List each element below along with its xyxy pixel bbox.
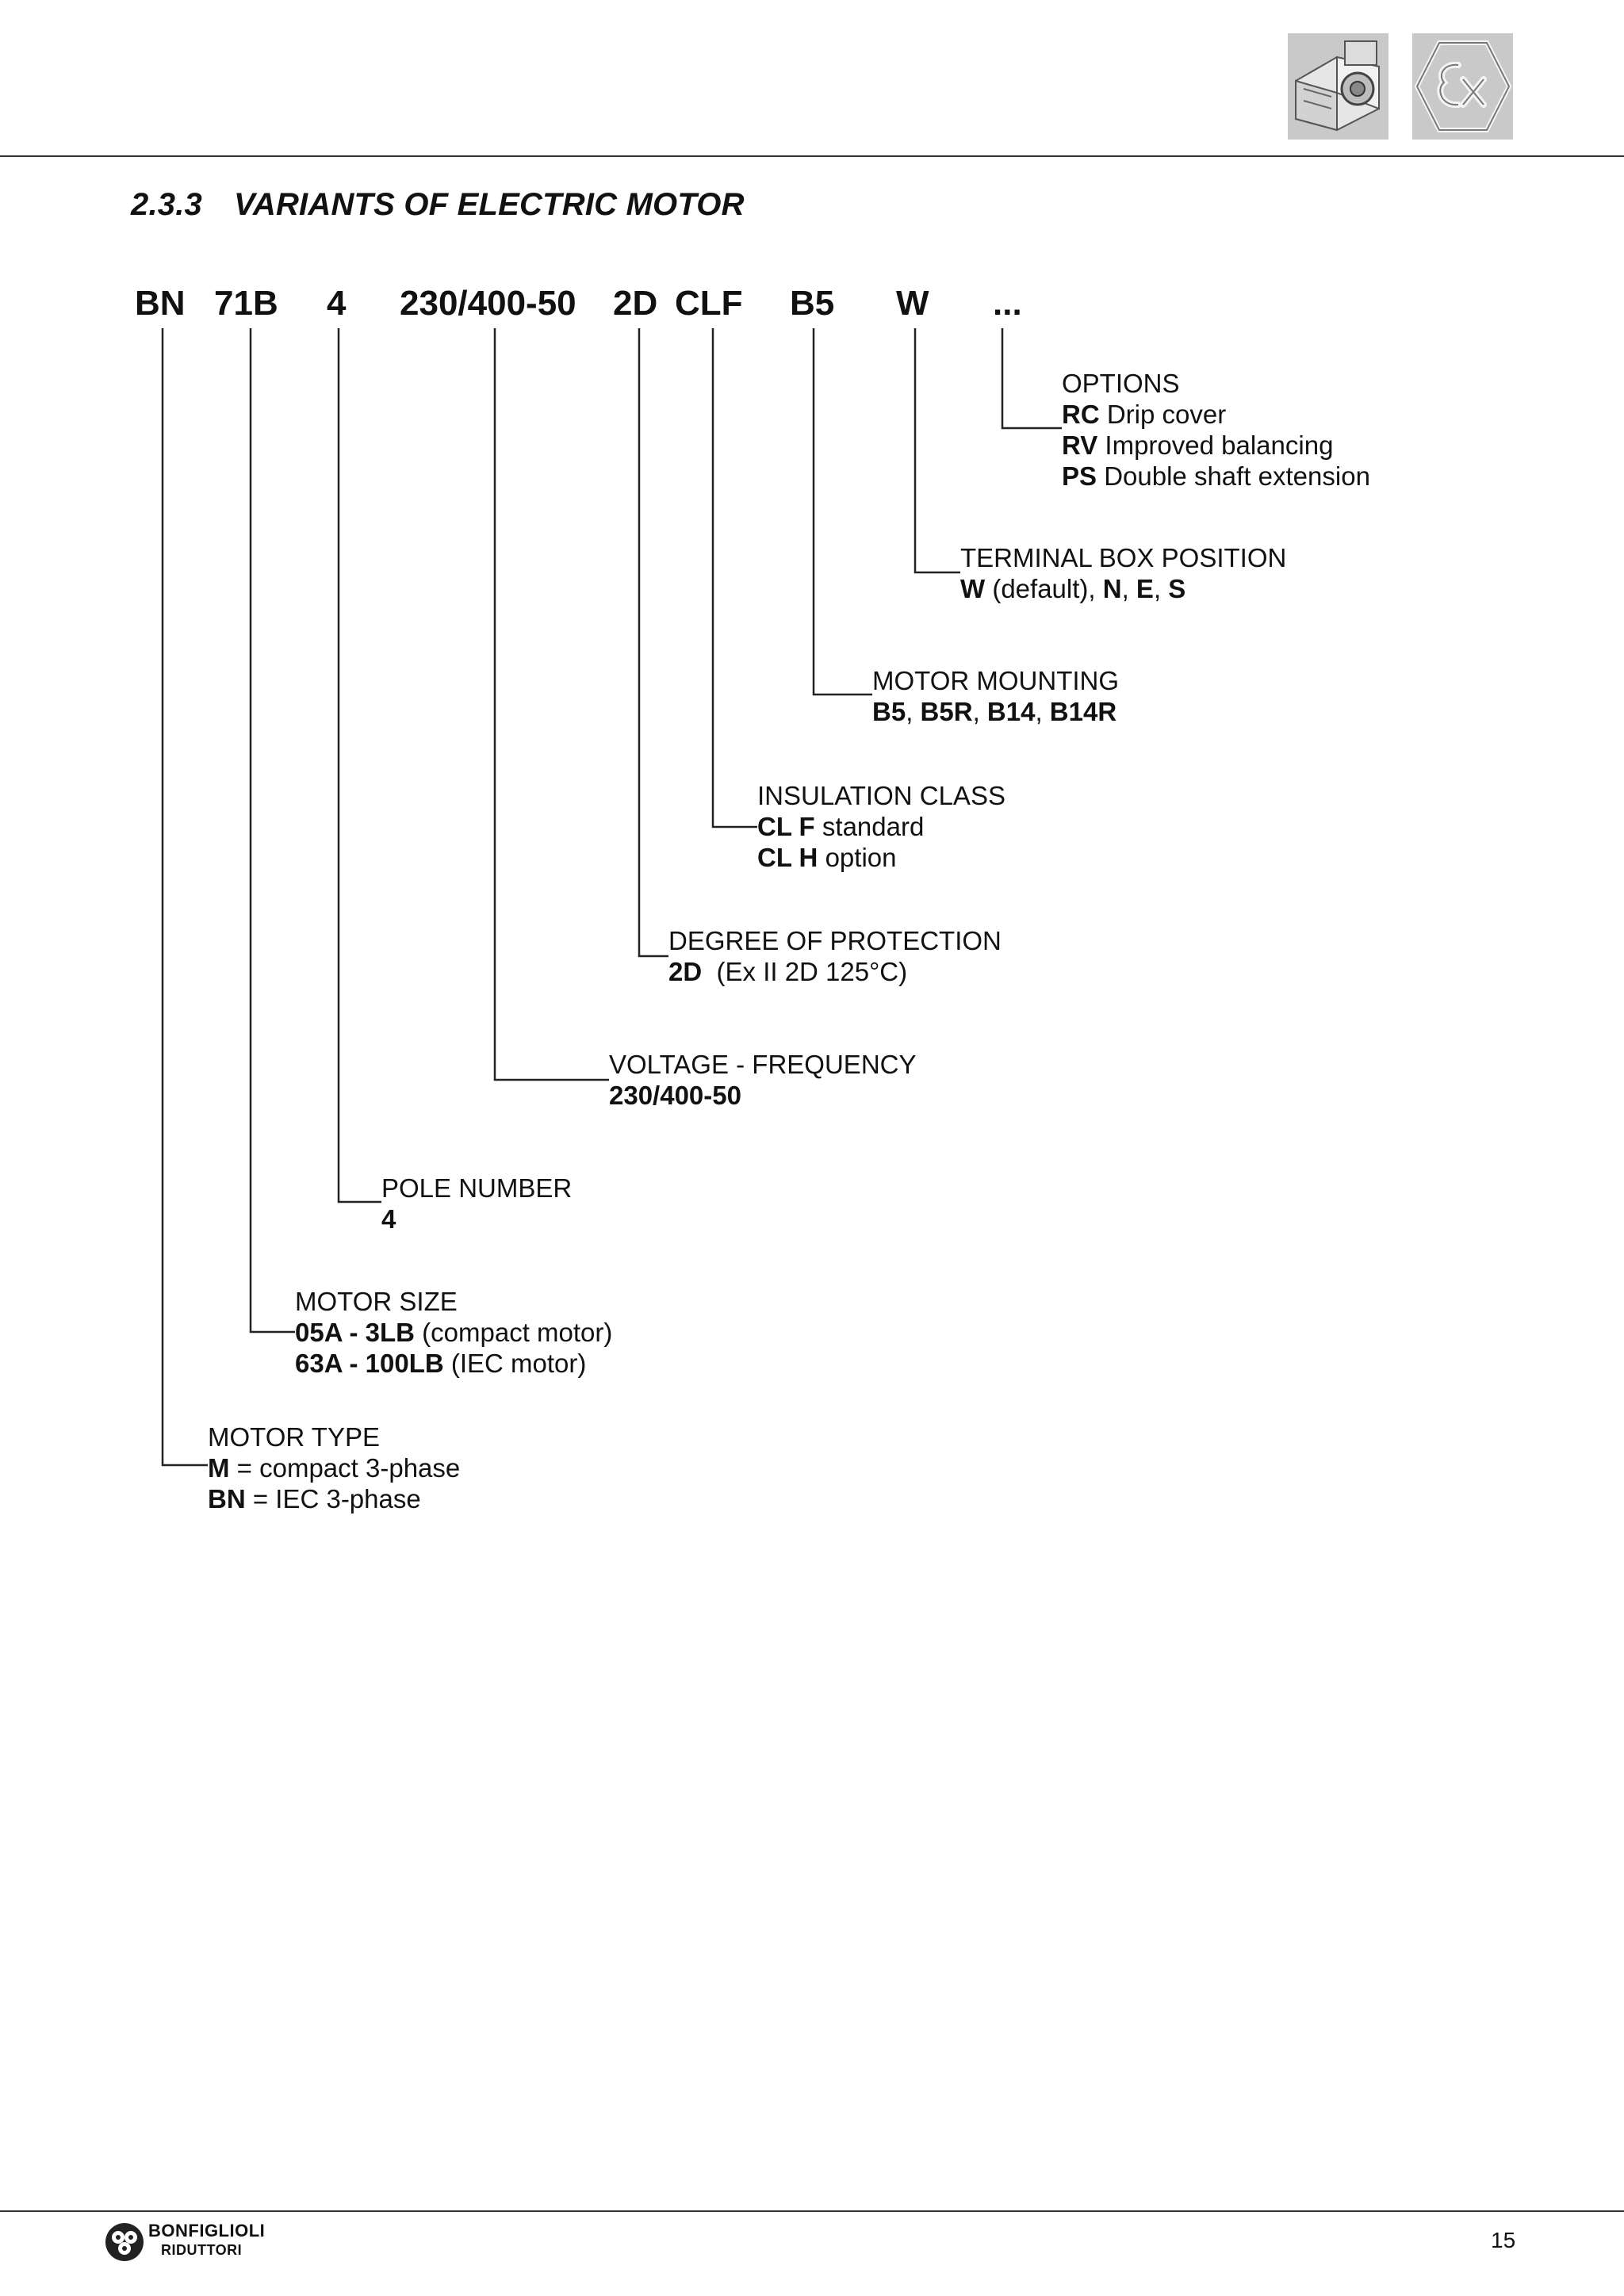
legend-motor-mounting-values: B5, B5R, B14, B14R	[872, 697, 1117, 726]
leader-terminal-box	[915, 328, 960, 572]
code-pole-number: 4	[327, 284, 347, 323]
code-insulation-class: CLF	[675, 284, 743, 323]
legend-options-heading: OPTIONS	[1062, 369, 1180, 398]
legend-motor-type-heading: MOTOR TYPE	[208, 1422, 380, 1452]
legend-motor-size-heading: MOTOR SIZE	[295, 1287, 458, 1316]
legend-insulation-item: CL H option	[757, 843, 897, 872]
legend-options-item: PS Double shaft extension	[1062, 461, 1370, 491]
code-motor-mounting: B5	[790, 284, 835, 323]
footer-divider	[0, 2210, 1624, 2212]
legend-degree-protection	[668, 925, 1002, 987]
legend-insulation-item: CL F standard	[757, 812, 925, 841]
legend-pole-number	[381, 1173, 572, 1234]
code-motor-size: 71B	[214, 284, 278, 323]
legend-terminal-box	[960, 542, 1286, 604]
legend-motor-size-item: 05A - 3LB (compact motor)	[295, 1318, 613, 1347]
legend-protection-value: 2D (Ex II 2D 125°C)	[668, 957, 908, 986]
code-options: ...	[993, 284, 1022, 323]
legend-poles-heading: POLE NUMBER	[381, 1173, 573, 1203]
leader-mounting	[814, 328, 872, 695]
legend-poles-value: 4	[381, 1204, 396, 1234]
code-terminal-box: W	[896, 284, 929, 323]
legend-motor-mounting	[872, 665, 1119, 727]
legend-motor-mounting-heading: MOTOR MOUNTING	[872, 666, 1120, 695]
legend-insulation-class	[757, 780, 1005, 873]
legend-options-item: RC Drip cover	[1062, 400, 1227, 429]
code-voltage-frequency: 230/400-50	[400, 284, 576, 323]
legend-terminal-box-heading: TERMINAL BOX POSITION	[960, 543, 1287, 572]
leader-motor-size	[251, 328, 295, 1332]
brand-subname: RIDUTTORI	[161, 2242, 243, 2258]
legend-motor-type-item: BN = IEC 3-phase	[208, 1484, 421, 1513]
legend-motor-type-item: M = compact 3-phase	[208, 1453, 461, 1483]
legend-options-item: RV Improved balancing	[1062, 430, 1334, 460]
code-motor-type: BN	[135, 284, 186, 323]
leader-voltage	[495, 328, 609, 1080]
legend-options	[1062, 368, 1370, 492]
section-number: 2.3.3	[131, 187, 202, 222]
legend-voltage-value: 230/400-50	[609, 1081, 741, 1110]
page-number: 15	[1491, 2228, 1516, 2252]
code-degree-protection: 2D	[613, 284, 658, 323]
leader-insulation	[713, 328, 757, 827]
brand-name: BONFIGLIOLI	[148, 2221, 266, 2241]
legend-terminal-box-values: W (default), N, E, S	[960, 574, 1186, 603]
section-title-text: VARIANTS OF ELECTRIC MOTOR	[233, 187, 745, 222]
legend-motor-type	[208, 1422, 460, 1514]
legend-motor-size-item: 63A - 100LB (IEC motor)	[295, 1349, 587, 1378]
leader-protection	[639, 328, 668, 956]
bonfiglioli-logo	[104, 2218, 286, 2266]
legend-voltage-heading: VOLTAGE - FREQUENCY	[609, 1050, 917, 1079]
bonfiglioli-logo-icon	[104, 2221, 145, 2263]
leader-options	[1002, 328, 1062, 428]
legend-protection-heading: DEGREE OF PROTECTION	[668, 926, 1002, 955]
leader-motor-type	[163, 328, 208, 1465]
legend-motor-size	[295, 1286, 612, 1379]
leader-pole-number	[339, 328, 381, 1202]
legend-insulation-heading: INSULATION CLASS	[757, 781, 1005, 810]
legend-voltage-frequency	[609, 1049, 917, 1111]
